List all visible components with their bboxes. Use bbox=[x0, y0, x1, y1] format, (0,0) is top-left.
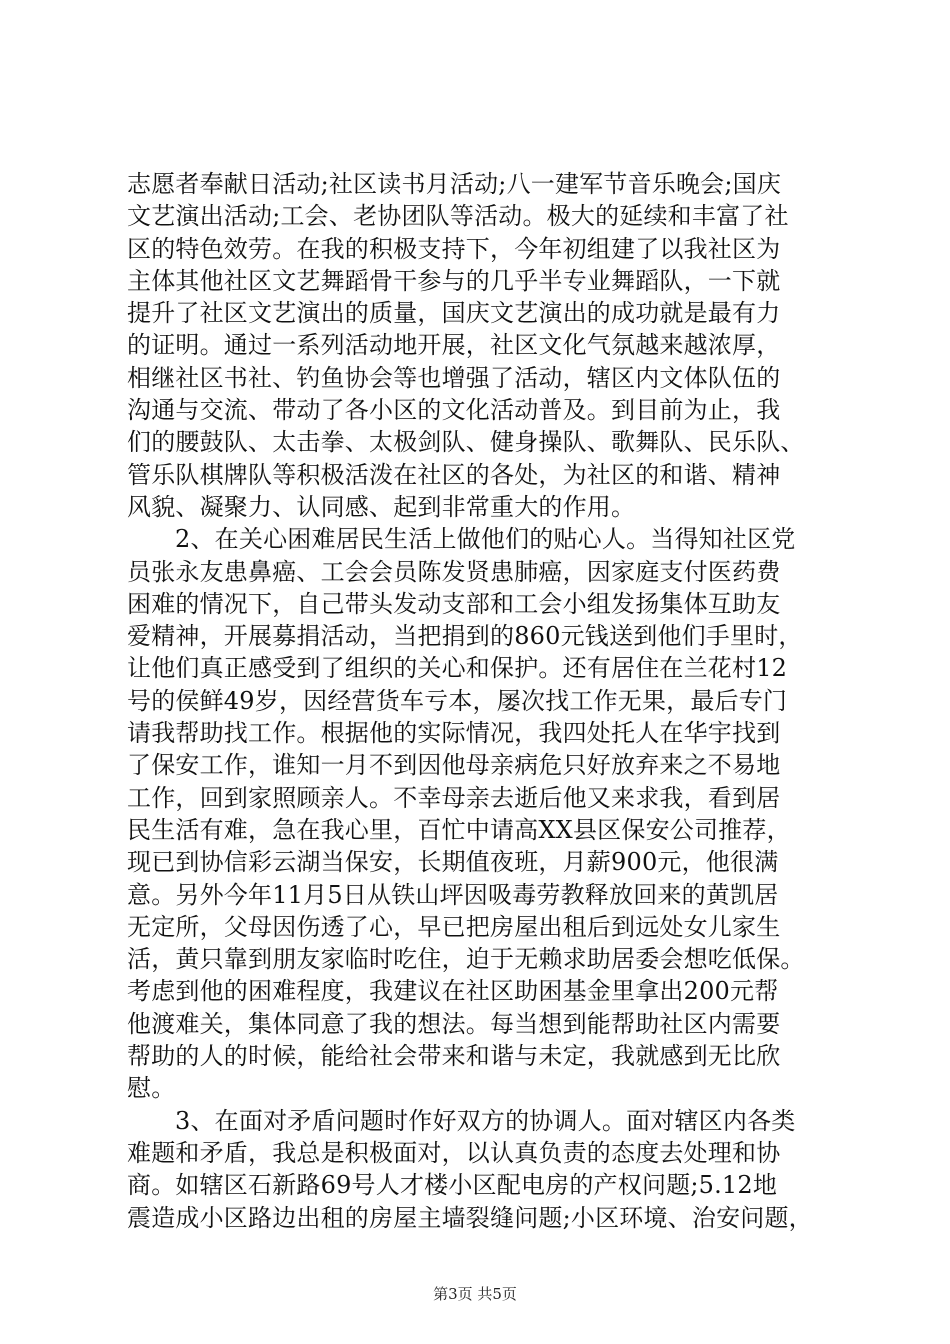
text-line: 活，黄只靠到朋友家临时吃住，迫于无赖求助居委会想吃低保。 bbox=[127, 945, 805, 974]
text-line: 意。另外今年11月5日从铁山坪因吸毒劳教释放回来的黄凯居 bbox=[127, 880, 779, 909]
text-line: 民生活有难，急在我心里，百忙中请高XX县区保安公司推荐， bbox=[127, 815, 791, 844]
text-line: 风貌、凝聚力、认同感、起到非常重大的作用。 bbox=[127, 492, 636, 521]
text-line: 2、在关心困难居民生活上做他们的贴心人。当得知社区党 bbox=[175, 525, 796, 554]
text-line: 3、在面对矛盾问题时作好双方的协调人。面对辖区内各类 bbox=[175, 1106, 796, 1135]
text-line: 现已到协信彩云湖当保安，长期值夜班，月薪900元，他很满 bbox=[127, 848, 779, 877]
text-line: 了保安工作，谁知一月不到因他母亲病危只好放弃来之不易地 bbox=[127, 751, 781, 780]
text-line: 主体其他社区文艺舞蹈骨干参与的几乎半专业舞蹈队，一下就 bbox=[127, 266, 781, 295]
text-line: 员张永友患鼻癌、工会会员陈发贤患肺癌，因家庭支付医药费 bbox=[127, 557, 781, 586]
text-line: 无定所，父母因伤透了心，早已把房屋出租后到远处女儿家生 bbox=[127, 912, 781, 941]
text-line: 们的腰鼓队、太击拳、太极剑队、健身操队、歌舞队、民乐队、 bbox=[127, 428, 805, 457]
text-line: 他渡难关，集体同意了我的想法。每当想到能帮助社区内需要 bbox=[127, 1009, 781, 1038]
text-line: 号的侯鲜49岁，因经营货车亏本，屡次找工作无果，最后专门 bbox=[127, 686, 788, 715]
text-line: 困难的情况下，自己带头发动支部和工会小组发扬集体互助友 bbox=[127, 589, 781, 618]
text-line: 慰。 bbox=[127, 1074, 176, 1103]
text-line: 商。如辖区石新路69号人才楼小区配电房的产权问题;5.12地 bbox=[127, 1171, 778, 1200]
text-line: 管乐队棋牌队等积极活泼在社区的各处，为社区的和谐、精神 bbox=[127, 460, 781, 489]
text-line: 让他们真正感受到了组织的关心和保护。还有居住在兰花村12 bbox=[127, 654, 788, 683]
text-line: 沟通与交流、带动了各小区的文化活动普及。到目前为止，我 bbox=[127, 396, 781, 425]
text-line: 难题和矛盾，我总是积极面对，以认真负责的态度去处理和协 bbox=[127, 1138, 781, 1167]
page-number-footer: 第3页 共5页 bbox=[433, 1285, 517, 1303]
text-line: 相继社区书社、钓鱼协会等也增强了活动，辖区内文体队伍的 bbox=[127, 363, 781, 392]
text-line: 考虑到他的困难程度，我建议在社区助困基金里拿出200元帮 bbox=[127, 977, 779, 1006]
text-line: 区的特色效劳。在我的积极支持下，今年初组建了以我社区为 bbox=[127, 234, 781, 263]
text-line: 工作，回到家照顾亲人。不幸母亲去逝后他又来求我，看到居 bbox=[127, 783, 781, 812]
text-line: 震造成小区路边出租的房屋主墙裂缝问题;小区环境、治安问题， bbox=[127, 1203, 813, 1232]
text-line: 帮助的人的时候，能给社会带来和谐与未定，我就感到无比欣 bbox=[127, 1042, 781, 1071]
text-line: 文艺演出活动;工会、老协团队等活动。极大的延续和丰富了社 bbox=[127, 202, 789, 231]
text-line: 爱精神，开展募捐活动，当把捐到的860元钱送到他们手里时， bbox=[127, 622, 803, 651]
text-line: 提升了社区文艺演出的质量，国庆文艺演出的成功就是最有力 bbox=[127, 299, 781, 328]
text-line: 请我帮助找工作。根据他的实际情况，我四处托人在华宇找到 bbox=[127, 719, 781, 748]
document-body bbox=[127, 168, 835, 1234]
text-line: 的证明。通过一系列活动地开展，社区文化气氛越来越浓厚， bbox=[127, 331, 781, 360]
text-line: 志愿者奉献日活动;社区读书月活动;八一建军节音乐晚会;国庆 bbox=[127, 170, 782, 198]
